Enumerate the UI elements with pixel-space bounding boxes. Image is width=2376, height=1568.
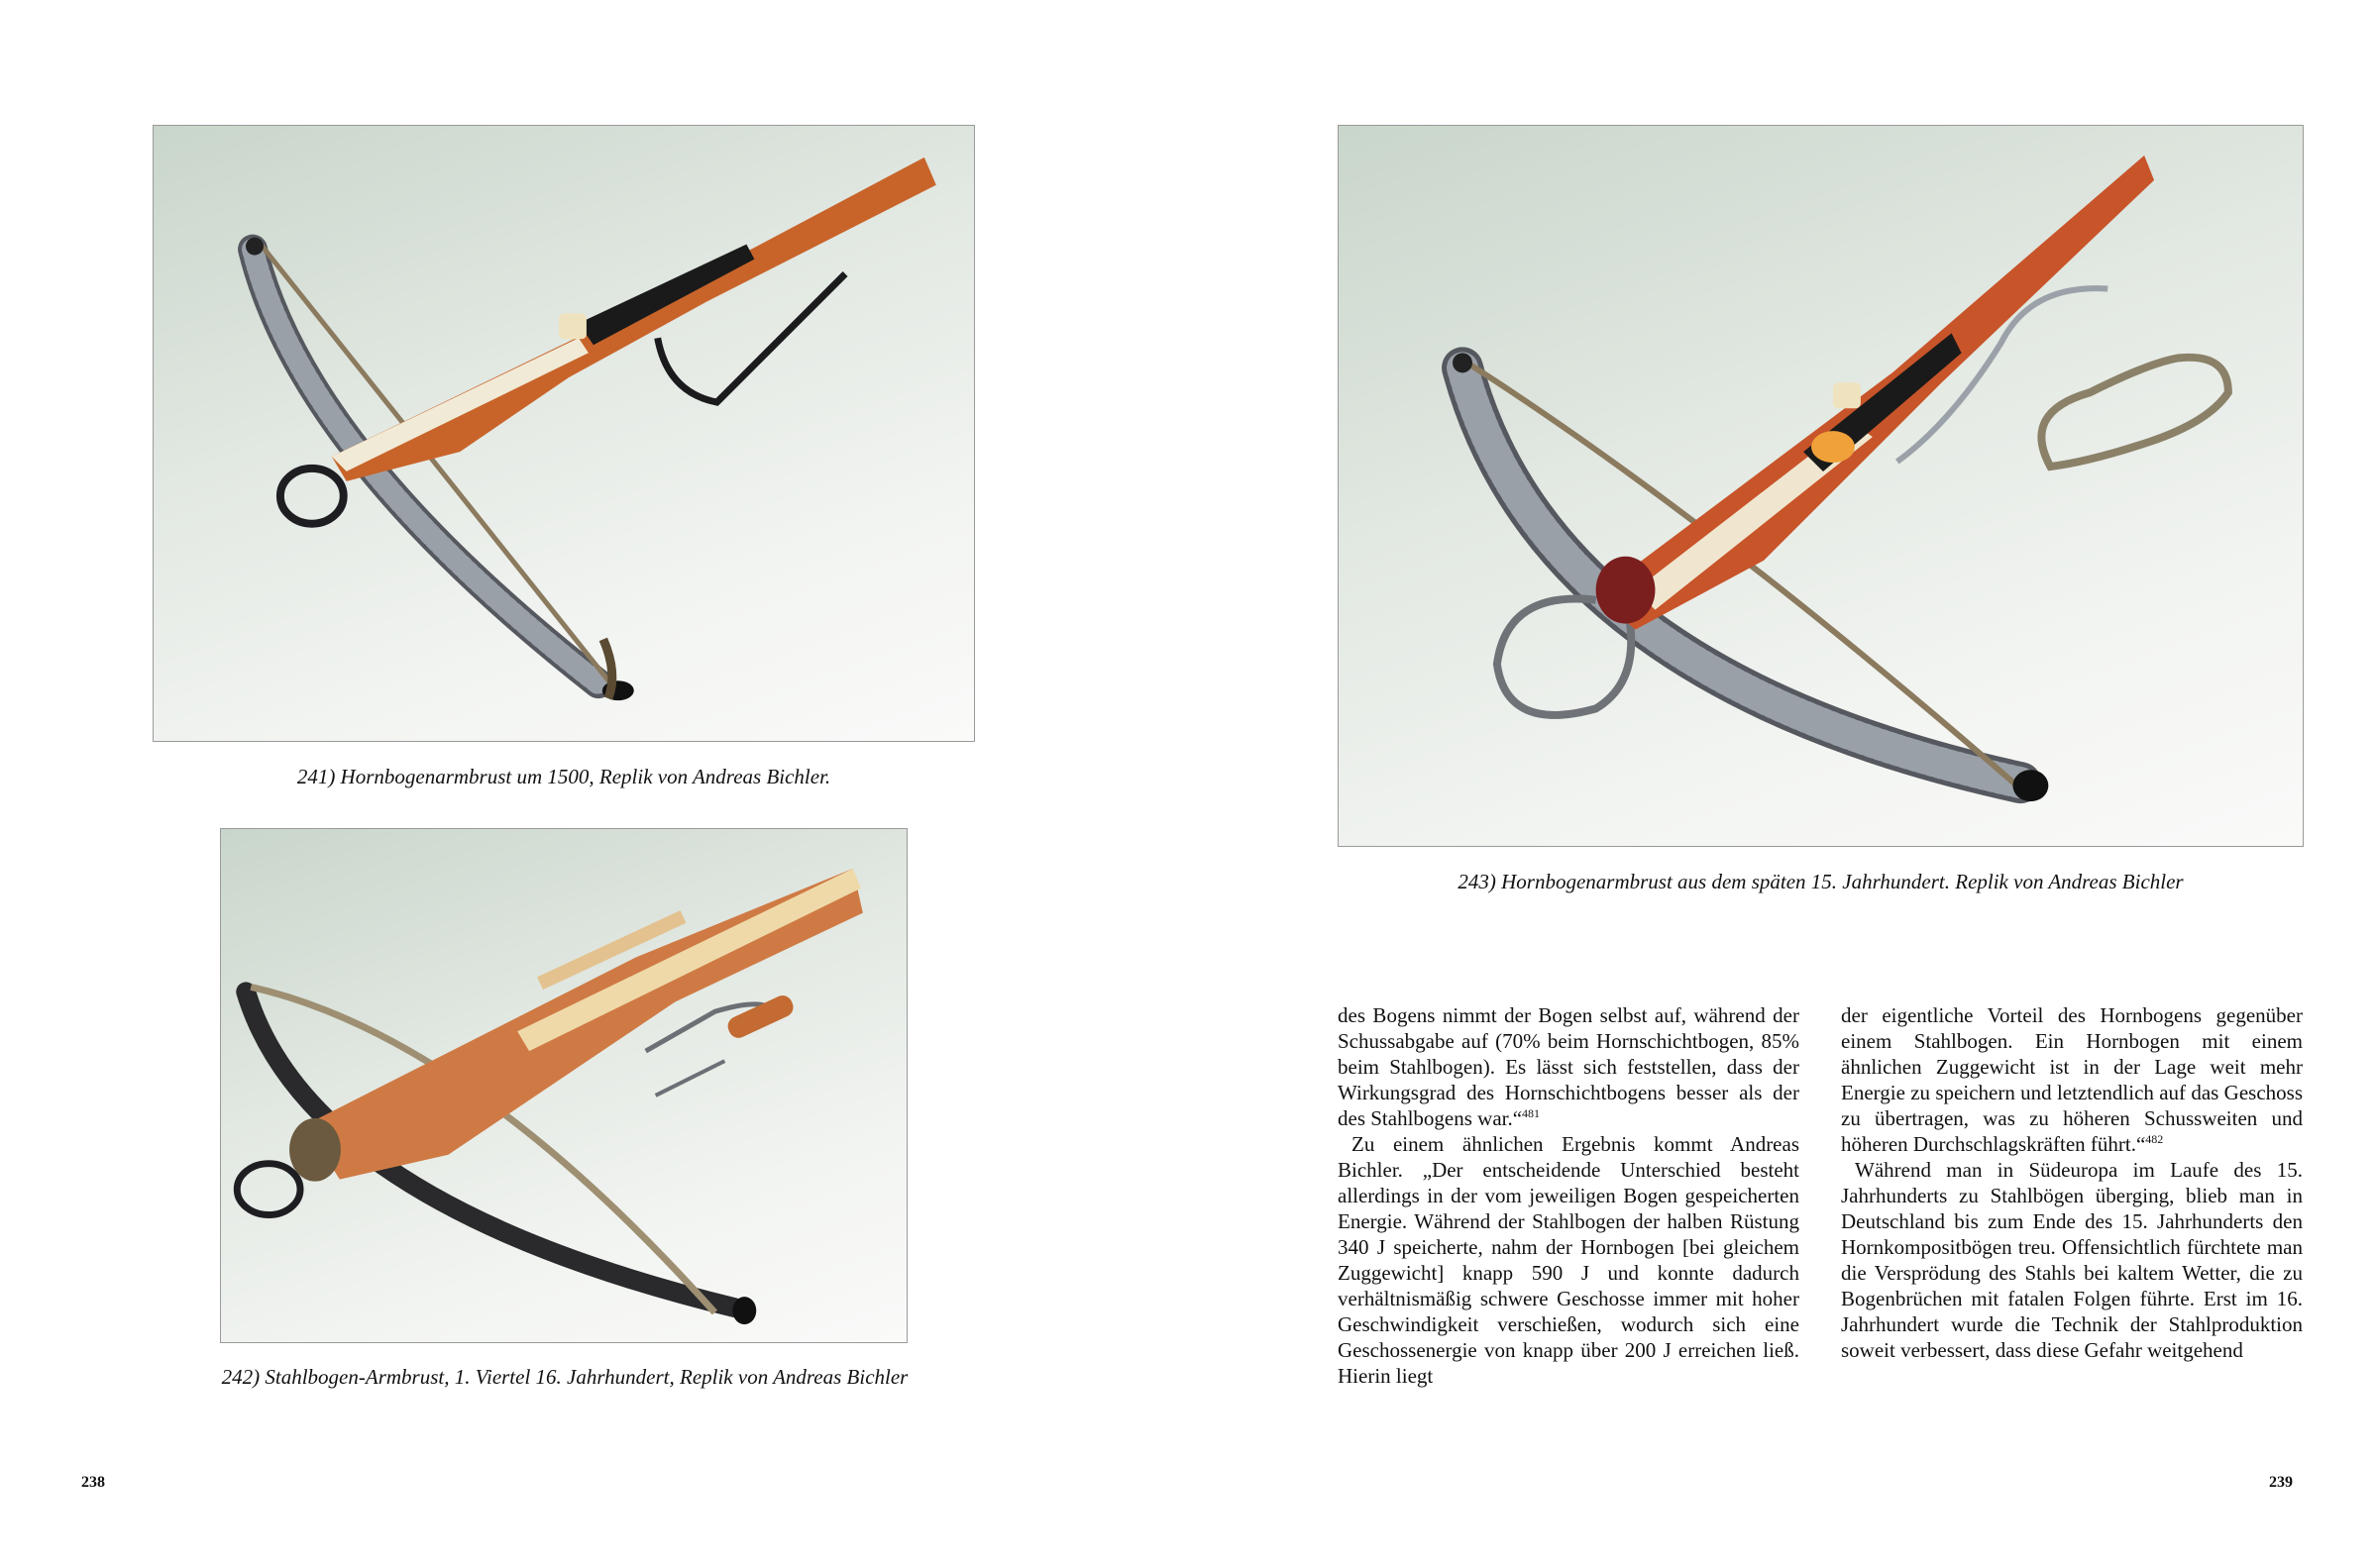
- paragraph: [1841, 1002, 2303, 1157]
- paragraph: Zu einem ähnlichen Ergebnis kommt Andreas Bichler. „Der entscheidende Unterschied besteht allerdings in der vom jeweiligen Bogen gespeicherten Energie. Während der Stahlbogen der halben Rüstung 340 J speicherte, nahm der Hornbogen [bei gleichem Zuggewicht] knapp 590 J und konnte dadurch verhältnismäßig schwere Geschosse immer mit hoher Geschwindigkeit verschießen, wodurch sich eine Geschossenergie von knapp über 200 J erreichen ließ. Hierin liegt: [1338, 1132, 1799, 1388]
- paragraph: Während man in Südeuropa im Laufe des 15. Jahrhunderts zu Stahlbögen überging, blieb man in Deutschland bis zum Ende des 15. Jahrhunderts den Hornkompositbögen treu. Offensichtlich fürchtete man die Versprödung des Stahls bei kaltem Wetter, die zu Bogenbrüchen mit fatalen Folgen führte. Erst im 16. Jahrhundert wurde die Technik der Stahlproduktion soweit verbessert, dass diese Gefahr weitgehend: [1841, 1158, 2303, 1362]
- paragraph: [1338, 1002, 1799, 1131]
- figure-241-photo: [153, 125, 975, 742]
- page-number-left: 238: [81, 1474, 105, 1491]
- paragraph-text: der eigentliche Vorteil des Hornbogens gegenüber einem Stahlbogen. Ein Hornbogen mit einem ähnlichen Zuggewicht ist in der Lage weit mehr Energie zu speichern und letztendlich auf das Geschoss zu übertragen, was zu höheren Schussweiten und höheren Durchschlagskräften führt.“: [1841, 1003, 2303, 1156]
- footnote-ref: 482: [2145, 1132, 2164, 1146]
- footnote-ref: 481: [1522, 1106, 1541, 1120]
- page-number-right: 239: [2269, 1474, 2293, 1491]
- figure-241-caption: 241) Hornbogenarmbrust um 1500, Replik von Andreas Bichler.: [296, 765, 831, 788]
- figure-243-photo: [1338, 125, 2304, 847]
- figure-242-caption: 242) Stahlbogen-Armbrust, 1. Viertel 16. Jahrhundert, Replik von Andreas Bichler: [221, 1365, 909, 1389]
- crossbow-steel-bow-image: [221, 829, 907, 1342]
- text-column-left: [1338, 1002, 1799, 1389]
- crossbow-horn-bow-image: [154, 126, 974, 741]
- paragraph-text: des Bogens nimmt der Bogen selbst auf, während der Schussabgabe auf (70% beim Hornschichtbogen, 85% beim Stahlbogen). Es lässt sich feststellen, dass der Wirkungsgrad des Hornschichtbogens besser als der des Stahlbogens war.“: [1338, 1003, 1799, 1130]
- figure-242-photo: [220, 828, 908, 1343]
- figure-243-caption: 243) Hornbogenarmbrust aus dem späten 15. Jahrhundert. Replik von Andreas Bichler: [1458, 870, 2184, 893]
- crossbow-horn-bow-with-cord-image: [1339, 126, 2303, 846]
- text-column-right: [1841, 1002, 2303, 1363]
